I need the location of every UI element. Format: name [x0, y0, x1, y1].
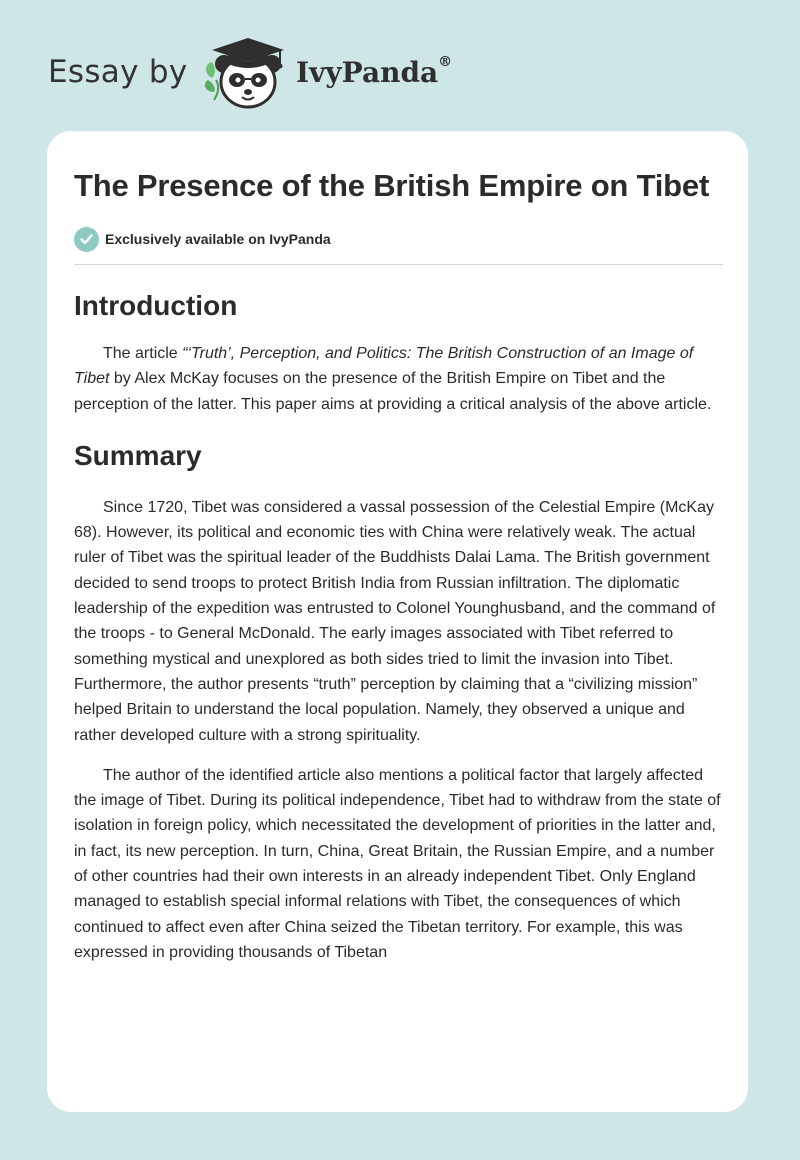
introduction-paragraph [74, 341, 723, 417]
exclusive-badge [74, 226, 723, 252]
summary-paragraph-1: Since 1720, Tibet was considered a vassal possession of the Celestial Empire (McKay 68). However, its political and economic ties with China were relatively weak. The actual ruler of Tibet was the spiritual leader of the Buddhists Dalai Lama. The British government decided to send troops to protect British India from Russian infiltration. The diplomatic leadership of the expedition was entrusted to Colonel Younghusband, and the command of the troops - to General McDonald. The early images associated with Tibet referred to something mystical and unexplored as both sides tried to limit the invasion into Tibet. Furthermore, the author presents “truth” perception by claiming that a “civilizing mission” helped Britain to understand the local population. Namely, they observed a unique and rather developed culture with a strong spirituality. [74, 498, 716, 744]
page-title: The Presence of the British Empire on Tibet [74, 168, 710, 203]
intro-text-start: The article [103, 345, 183, 362]
article-title-citation: “‘Truth’, Perception, and Politics: The British Construction of an Image of Tibet [74, 345, 694, 388]
panda-logo-icon[interactable] [202, 34, 294, 110]
section-heading-summary: Summary [74, 439, 202, 471]
intro-text-end: by Alex McKay focuses on the presence of the British Empire on Tibet and the perception of the latter. This paper aims at providing a critical analysis of the above article. [74, 370, 712, 413]
exclusive-badge-label: Exclusively available on IvyPanda [105, 231, 331, 247]
check-icon [74, 227, 99, 252]
section-heading-introduction: Introduction [74, 290, 238, 321]
registered-mark: ® [438, 54, 453, 70]
site-header [48, 34, 508, 110]
divider [74, 264, 723, 265]
brand-text: IvyPanda [296, 56, 439, 89]
summary-paragraph-2: The author of the identified article also mentions a political factor that largely affected the image of Tibet. During its political independence, Tibet had to withdraw from the state of isolation in foreign policy, which necessitated the development of priorities in the latter and, in fact, its new perception. In turn, China, Great Britain, the Russian Empire, and a number of other countries had their own interests in an already independent Tibet. Only England managed to establish special informal relations with Tibet, the consequences of which continued to affect even after China seized the Tibetan territory. For example, this was expressed in providing thousands of Tibetan [74, 766, 721, 961]
brand-name[interactable] [296, 56, 452, 89]
essay-by-label: Essay by [48, 54, 188, 90]
essay-content [74, 165, 723, 965]
essay-card [47, 131, 748, 1112]
